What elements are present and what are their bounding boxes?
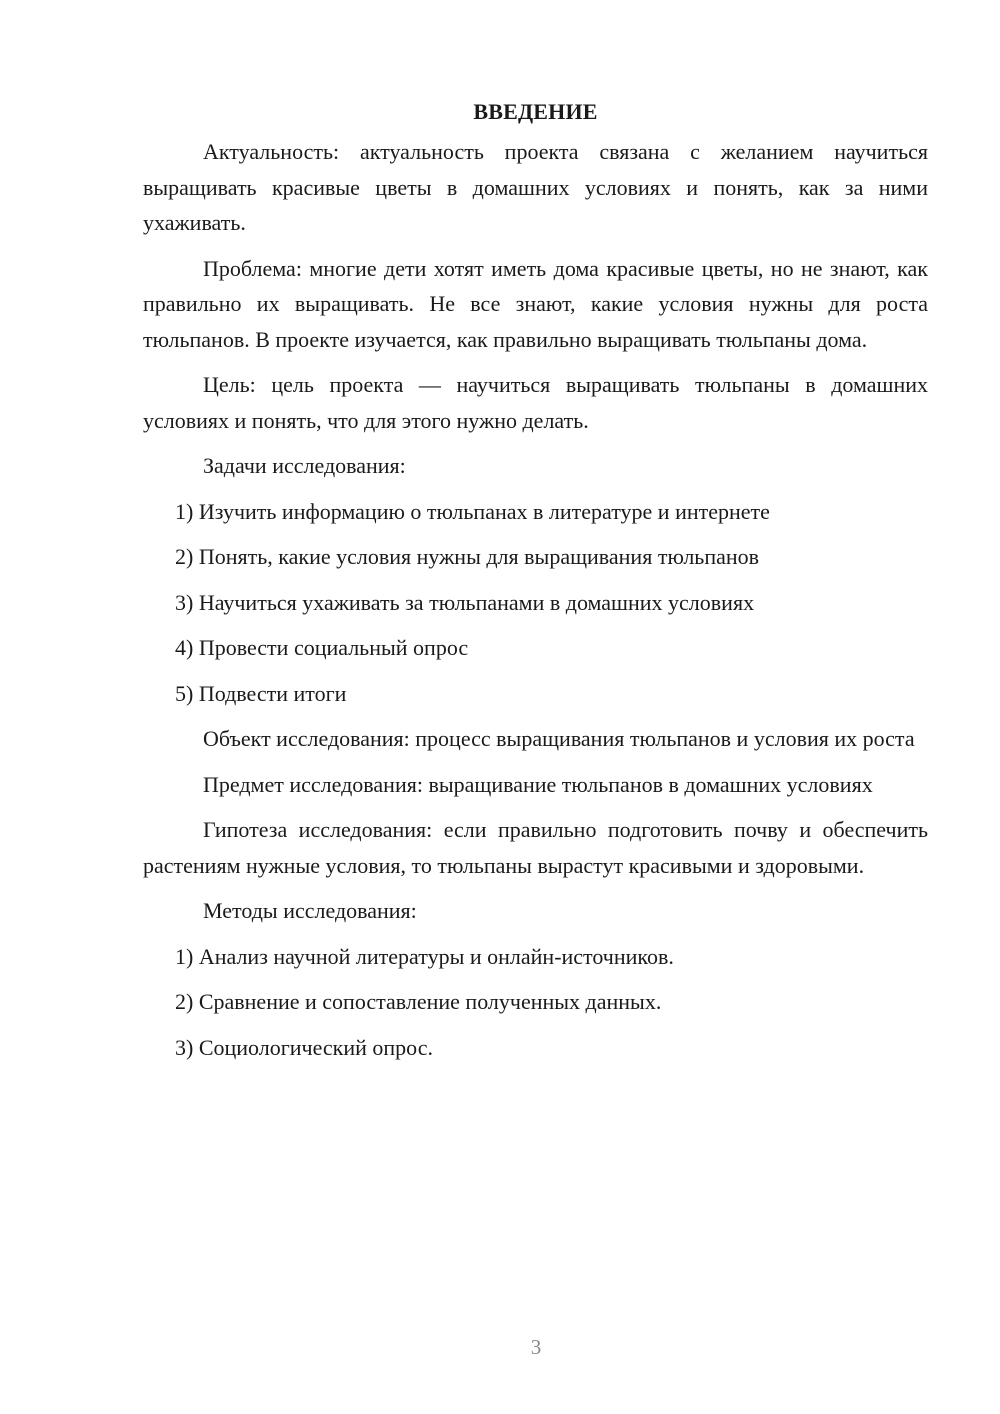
methods-list: [143, 939, 928, 1066]
subject-paragraph: Предмет исследования: выращивание тюльпанов в домашних условиях: [203, 771, 873, 797]
page-number: 3: [530, 1335, 542, 1359]
task-item: 3) Научиться ухаживать за тюльпанами в домашних условиях: [175, 589, 755, 615]
document-body: [143, 96, 928, 1075]
method-item: 3) Социологический опрос.: [175, 1034, 433, 1060]
method-item: 1) Анализ научной литературы и онлайн-источников.: [175, 943, 674, 969]
relevance-paragraph: Актуальность: актуальность проекта связана с желанием научиться выращивать красивые цветы в домашних условиях и понять, как за ними ухаживать.: [143, 139, 928, 235]
tasks-list: [143, 494, 928, 712]
task-item: 4) Провести социальный опрос: [175, 635, 469, 660]
goal-paragraph: Цель: цель проекта — научиться выращивать тюльпаны в домашних условиях и понять, что для этого нужно делать.: [143, 372, 928, 433]
task-item: 5) Подвести итоги: [175, 680, 347, 706]
object-paragraph: Объект исследования: процесс выращивания тюльпанов и условия их роста: [203, 726, 915, 751]
method-item: 2) Сравнение и сопоставление полученных данных.: [175, 989, 662, 1014]
section-title: ВВЕДЕНИЕ: [473, 99, 598, 124]
task-item: 1) Изучить информацию о тюльпанах в литературе и интернете: [175, 498, 770, 524]
problem-paragraph: Проблема: многие дети хотят иметь дома красивые цветы, но не знают, как правильно их выращивать. Не все знают, какие условия нужны для роста тюльпанов. В проекте изучается, как правильно выращивать тюльпаны дома.: [143, 255, 928, 352]
tasks-heading: Задачи исследования:: [203, 453, 406, 478]
hypothesis-paragraph: Гипотеза исследования: если правильно подготовить почву и обеспечить растениям нужные условия, то тюльпаны вырастут красивыми и здоровыми.: [143, 817, 928, 878]
methods-heading: Методы исследования:: [203, 898, 417, 923]
task-item: 2) Понять, какие условия нужны для выращивания тюльпанов: [175, 544, 760, 569]
